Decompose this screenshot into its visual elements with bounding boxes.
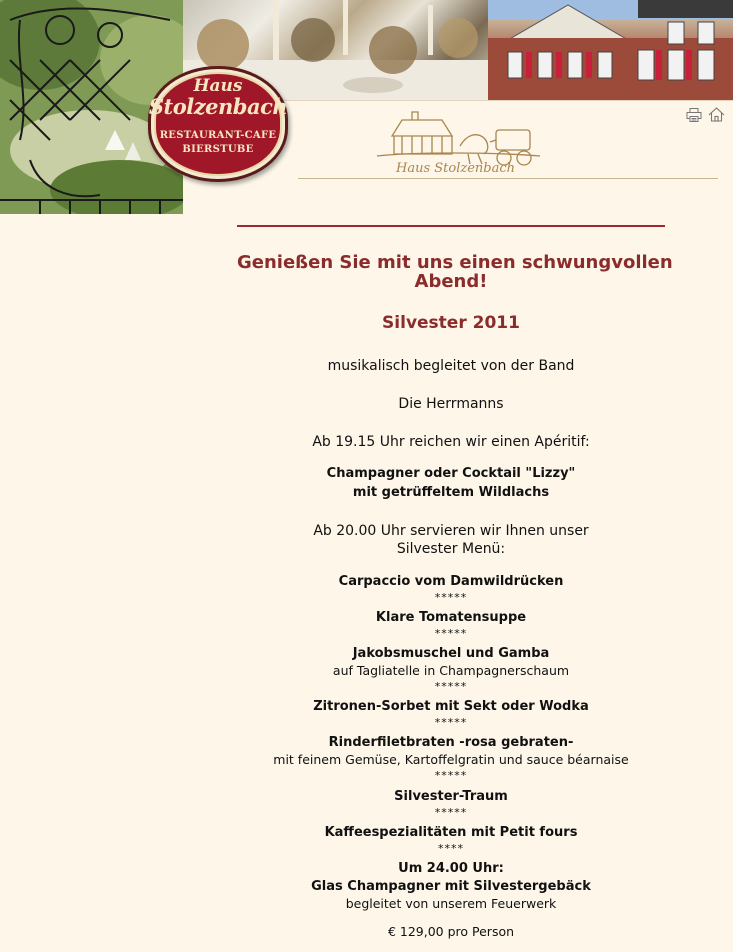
- separator-5: *****: [434, 769, 468, 782]
- content-divider: [237, 225, 665, 227]
- course-2: Klare Tomatensuppe: [375, 610, 527, 625]
- aperitif-line-1: Champagner oder Cocktail "Lizzy": [326, 466, 576, 481]
- stagecoach-logo-icon: [372, 106, 544, 178]
- course-5-description: mit feinem Gemüse, Kartoffelgratin und sauce béarnaise: [273, 752, 629, 767]
- price-per-person: € 129,00 pro Person: [387, 924, 515, 939]
- midnight-fireworks: begleitet von unserem Feuerwerk: [345, 896, 557, 911]
- separator-2: *****: [434, 627, 468, 640]
- headline-line-2: Abend!: [414, 271, 488, 292]
- course-4: Zitronen-Sorbet mit Sekt oder Wodka: [313, 699, 589, 714]
- building-facade-icon: [488, 0, 733, 100]
- event-title: Silvester 2011: [382, 313, 520, 333]
- printer-icon[interactable]: [686, 108, 702, 122]
- logo-text-name: Stolzenbach: [148, 94, 288, 119]
- course-7: Kaffeespezialitäten mit Petit fours: [324, 825, 578, 840]
- restaurant-logo[interactable]: [148, 66, 288, 182]
- home-icon[interactable]: [708, 107, 725, 122]
- aperitif-intro: Ab 19.15 Uhr reichen wir einen Apéritif:: [312, 434, 590, 450]
- menu-intro-line-2: Silvester Menü:: [396, 541, 506, 557]
- course-5: Rinderfiletbraten -rosa gebraten-: [328, 735, 574, 750]
- course-1: Carpaccio vom Damwildrücken: [338, 574, 564, 589]
- course-6: Silvester-Traum: [394, 789, 508, 804]
- menu-intro-line-1: Ab 20.00 Uhr servieren wir Ihnen unser: [313, 523, 589, 539]
- script-logo-text: Haus Stolzenbach: [396, 161, 516, 176]
- midnight-champagne: Glas Champagner mit Silvestergebäck: [311, 879, 591, 894]
- band-name: Die Herrmanns: [398, 396, 504, 412]
- separator-7: ****: [438, 842, 464, 855]
- site-header: [0, 0, 733, 214]
- building-photo: [488, 0, 733, 100]
- headline-line-1: Genießen Sie mit uns einen schwungvollen: [237, 252, 673, 273]
- aperitif-line-2: mit getrüffeltem Wildlachs: [352, 485, 550, 500]
- separator-3: *****: [434, 680, 468, 693]
- midnight-time: Um 24.00 Uhr:: [398, 861, 504, 876]
- logo-text-haus: Haus: [193, 76, 243, 96]
- course-3: Jakobsmuschel und Gamba: [352, 646, 550, 661]
- separator-6: *****: [434, 806, 468, 819]
- logo-text-bierstube: BIERSTUBE: [182, 144, 254, 155]
- logo-text-restaurant: RESTAURANT-CAFE: [159, 130, 277, 141]
- course-3-description: auf Tagliatelle in Champagnerschaum: [332, 663, 570, 678]
- separator-4: *****: [434, 716, 468, 729]
- header-divider: [298, 178, 718, 179]
- separator-1: *****: [434, 591, 468, 604]
- music-text: musikalisch begleitet von der Band: [327, 358, 575, 374]
